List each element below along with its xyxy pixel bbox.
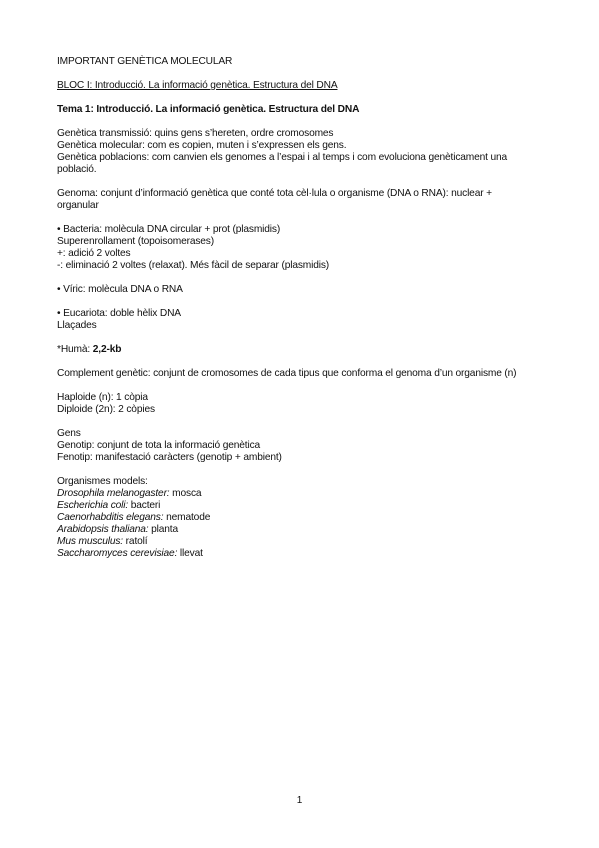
huma-label: *Humà:: [57, 344, 93, 355]
huma-value: 2,2-kb: [92, 344, 122, 355]
eucariota-item: • Eucariota: doble hèlix DNA: [57, 308, 181, 319]
genetica-transmissio: Genètica transmissió: quins gens s’hereten, ordre cromosomes: [57, 128, 334, 139]
genetica-molecular: Genètica molecular: com es copien, muten i s’expressen els gens.: [57, 140, 347, 151]
gens-heading: Gens: [57, 428, 81, 439]
organism-species: Caenorhabditis elegans:: [57, 512, 164, 523]
bloc-heading: BLOC I: Introducció. La informació genètica. Estructura del DNA: [57, 80, 338, 91]
genotip-line: Genotip: conjunt de tota la informació genètica: [57, 440, 261, 451]
eliminacio-line: -: eliminació 2 voltes (relaxat). Més fàcil de separar (plasmidis): [57, 260, 330, 271]
viric-item: • Víric: molècula DNA o RNA: [57, 284, 183, 295]
adicio-line: +: adició 2 voltes: [57, 248, 131, 259]
organism-name: nematode: [163, 512, 211, 523]
organism-species: Saccharomyces cerevisiae:: [57, 548, 178, 559]
organism-species: Drosophila melanogaster:: [57, 488, 170, 499]
fenotip-line: Fenotip: manifestació caràcters (genotip + ambient): [57, 452, 282, 463]
organism-item: [57, 536, 557, 548]
organism-name: llevat: [177, 548, 203, 559]
complement-definition: Complement genètic: conjunt de cromosomes de cada tipus que conforma el genoma d’un organisme (n): [57, 368, 517, 379]
organism-item: [57, 524, 557, 536]
organism-species: Mus musculus:: [57, 536, 123, 547]
page-number: 1: [296, 795, 303, 806]
haploide-line: Haploide (n): 1 còpia: [57, 392, 148, 403]
document-title: IMPORTANT GENÈTICA MOLECULAR: [57, 56, 233, 67]
organism-item: [57, 488, 557, 500]
superenrollament-line: Superenrollament (topoisomerases): [57, 236, 214, 247]
organism-name: ratolí: [123, 536, 148, 547]
organism-species: Escherichia coli:: [57, 500, 129, 511]
organism-species: Arabidopsis thaliana:: [57, 524, 149, 535]
page-content: [57, 56, 557, 560]
organismes-heading: Organismes models:: [57, 476, 148, 487]
genoma-definition: Genoma: conjunt d’informació genètica que conté tota cèl·lula o organisme (DNA o RNA): nuclear + organular: [57, 188, 492, 211]
organism-item: [57, 548, 557, 560]
tema-heading: Tema 1: Introducció. La informació genètica. Estructura del DNA: [57, 104, 360, 115]
bacteria-item: • Bacteria: molècula DNA circular + prot (plasmidis): [57, 224, 281, 235]
huma-line: [57, 344, 557, 356]
organism-item: [57, 512, 557, 524]
genetica-poblacions: Genètica poblacions: com canvien els genomes a l’espai i al temps i com evoluciona genèticament una població.: [57, 152, 508, 175]
llacades-line: Llaçades: [57, 320, 97, 331]
organism-name: mosca: [169, 488, 202, 499]
organism-name: bacteri: [128, 500, 161, 511]
organism-item: [57, 500, 557, 512]
organism-name: planta: [148, 524, 178, 535]
diploide-line: Diploide (2n): 2 còpies: [57, 404, 155, 415]
